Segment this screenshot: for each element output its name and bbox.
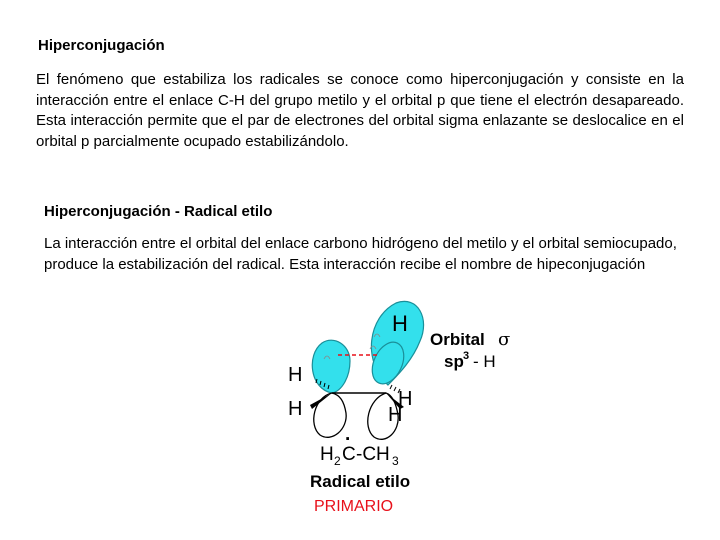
formula-ch: -CH [356,444,390,465]
sp3-label: sp [444,352,464,371]
p-orbital-upper-lobe [312,340,350,393]
orbital-label: Orbital [430,330,485,349]
section-title-radical-etilo: Hiperconjugación - Radical etilo [44,203,273,220]
p-orbital-lower-lobe [314,393,346,437]
label-h-top: H [392,311,408,336]
section-title-hiperconjugacion: Hiperconjugación [38,37,165,54]
formula-c: C [342,444,356,465]
section-paragraph-hiperconjugacion: El fenómeno que estabiliza los radicales se conoce como hiperconjugación y consiste en la interacción entre el enlace C-H del grupo metilo y el orbital p que tiene el electrón desapareado. Esta interacción permite que el par de electrones del orbital sigma enlazante se deslocalice en el orbital p parcialmente ocupado estabilizándolo. [36,71,684,150]
sp3-superscript: 3 [463,350,470,362]
label-h-left-upper: H [288,364,303,386]
formula-radical-dot: · [345,429,352,450]
caption-primario: PRIMARIO [314,498,394,515]
section-paragraph-radical-etilo: La interacción entre el orbital del enlace carbono hidrógeno del metilo y el orbital semiocupado, produce la estabilización del radical. Esta interacción recibe el nombre de hipeconjugación [44,235,677,273]
formula-sub2: 2 [334,454,341,468]
label-h-left-lower: H [288,398,303,420]
formula-h: H [320,444,334,465]
sigma-symbol: σ [498,329,511,350]
label-h-right-upper: H [398,388,413,410]
sp3-suffix: - H [473,352,496,371]
ethyl-radical-hyperconjugation-figure [270,297,520,522]
caption-radical-etilo: Radical etilo [310,472,411,491]
formula-sub3: 3 [392,454,399,468]
label-h-right-lower: H [388,404,403,426]
